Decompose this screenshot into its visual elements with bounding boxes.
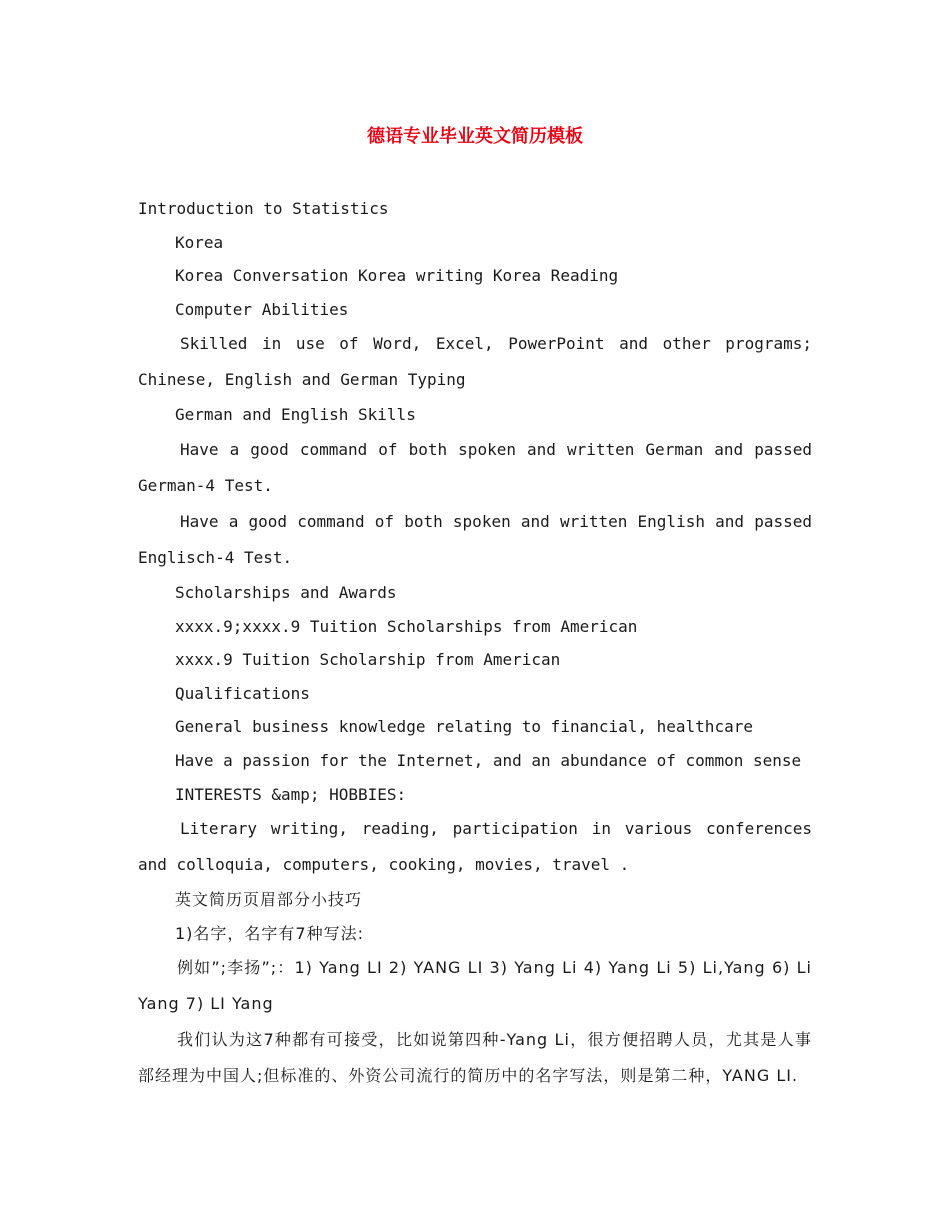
line-korea: Korea	[175, 232, 224, 252]
para-name-advice: 我们认为这7种都有可接受，比如说第四种-Yang Li，很方便招聘人员，尤其是人事部经理为中国人;但标准的、外资公司流行的简历中的名字写法，则是第二种，YANG LI.	[138, 1030, 812, 1086]
para-interests: Literary writing, reading, participation in various conferences and colloquia, computers, cooking, movies, travel .	[138, 819, 812, 875]
document-body	[138, 192, 812, 1094]
line-qualification-1: General business knowledge relating to financial, healthcare	[175, 717, 753, 737]
heading-scholarships: Scholarships and Awards	[175, 582, 397, 602]
document-title: 德语专业毕业英文简历模板	[367, 126, 583, 147]
heading-header-tips: 英文简历页眉部分小技巧	[175, 890, 363, 910]
heading-interests: INTERESTS &amp; HOBBIES:	[175, 784, 407, 804]
line-name-formats: 1)名字，名字有7种写法:	[175, 923, 364, 943]
heading-language-skills: German and English Skills	[175, 405, 416, 425]
para-english-skill: Have a good command of both spoken and written English and passed Englisch-4 Test.	[138, 511, 812, 567]
line-scholarship-1: xxxx.9;xxxx.9 Tuition Scholarships from American	[175, 616, 638, 636]
para-computer-skills: Skilled in use of Word, Excel, PowerPoint and other programs; Chinese, English and German Typing	[138, 334, 812, 390]
line-qualification-2: Have a passion for the Internet, and an abundance of common sense	[175, 750, 802, 770]
line-scholarship-2: xxxx.9 Tuition Scholarship from American	[175, 650, 561, 670]
para-german-skill: Have a good command of both spoken and written German and passed German-4 Test.	[138, 439, 812, 495]
heading-qualifications: Qualifications	[175, 683, 310, 703]
heading-computer-abilities: Computer Abilities	[175, 299, 349, 319]
para-name-examples: 例如”;李扬”;：1) Yang LI 2) YANG LI 3) Yang Li 4) Yang Li 5) Li,Yang 6) Li Yang 7) LI Yang	[138, 958, 812, 1014]
line-korea-skills: Korea Conversation Korea writing Korea Reading	[175, 266, 619, 286]
line-statistics: Introduction to Statistics	[138, 199, 389, 218]
